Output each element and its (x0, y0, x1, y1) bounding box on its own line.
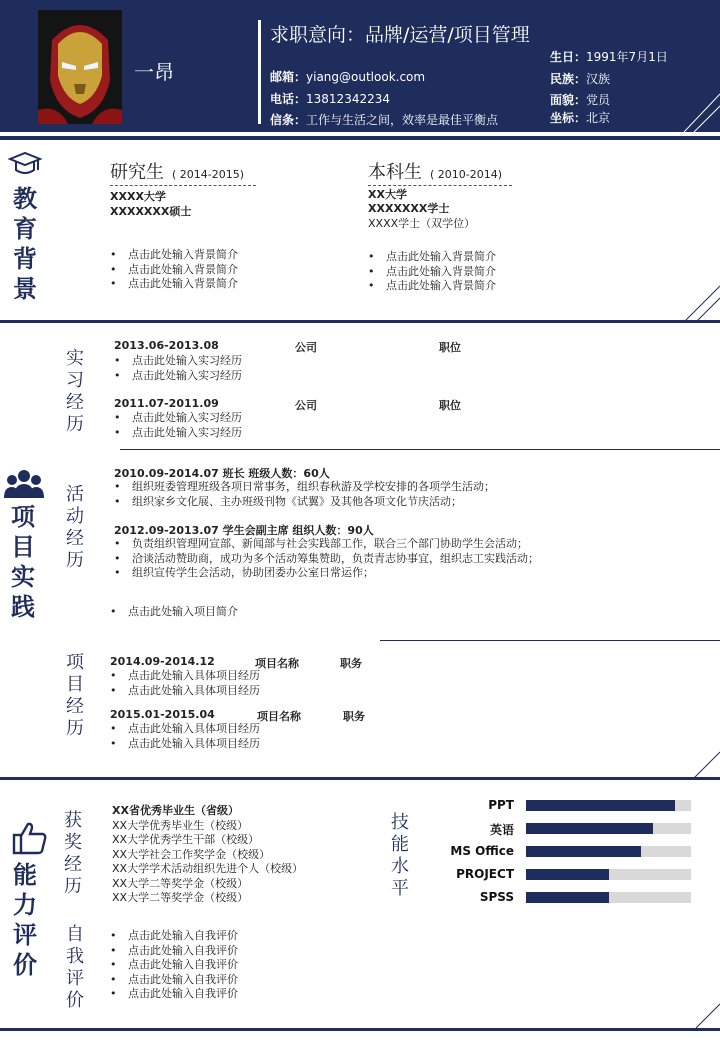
political-label: 面貌： (550, 93, 587, 107)
list-item: • 点击此处输入具体项目经历 (110, 737, 260, 752)
list-item: • 点击此处输入具体项目经历 (110, 722, 260, 737)
motto-row (270, 111, 498, 128)
candidate-name: 一昂 (134, 60, 174, 84)
ethnic-label: 民族： (550, 72, 587, 86)
activity-bullets (114, 537, 539, 581)
ethnic-row (550, 70, 610, 87)
skill-bar-fill (526, 869, 609, 880)
section-divider (0, 136, 720, 140)
email-label: 邮箱： (270, 70, 307, 84)
list-item: • 点击此处输入自我评价 (110, 929, 238, 944)
internship-bullets (114, 411, 242, 440)
divider-line (380, 640, 720, 641)
award-item: XX大学二等奖学金（校级） (112, 891, 249, 904)
award-item: XX大学优秀毕业生（校级） (112, 819, 249, 832)
birth-row (550, 48, 668, 65)
award-item: XX大学二等奖学金（校级） (112, 877, 249, 890)
list-item: • 点击此处输入背景简介 (368, 279, 496, 294)
list-item: • 点击此处输入背景简介 (368, 265, 496, 280)
activity-bullets (114, 480, 495, 509)
skill-bar-track (526, 846, 691, 857)
skill-bar-track (526, 869, 691, 880)
project-name: 项目名称 (257, 710, 301, 723)
political-row (550, 91, 610, 108)
education-title: 教 育 背 景 (13, 185, 37, 303)
skill-label: MS Office (450, 844, 514, 858)
grad-major: XXXXXXX硕士 (110, 205, 192, 218)
list-item: • 点击此处输入背景简介 (110, 263, 238, 278)
grad-degree-heading: 研究生 ( 2014-2015) (110, 158, 256, 186)
skill-label: 英语 (489, 823, 514, 837)
location-row (550, 109, 610, 126)
skill-label: SPSS (479, 890, 514, 904)
section-divider (0, 777, 720, 780)
project-label: 项 目 经 历 (66, 652, 84, 739)
undergrad-minor: XXXX学士（双学位） (368, 217, 476, 230)
awards-label: 获 奖 经 历 (64, 810, 82, 897)
graduation-cap-icon (8, 150, 42, 180)
list-item: • 点击此处输入自我评价 (110, 987, 238, 1002)
list-item: • 点击此处输入背景简介 (110, 277, 238, 292)
grad-period: ( 2014-2015) (172, 168, 245, 181)
ability-title: 能 力 评 价 (13, 861, 37, 979)
award-item: XX大学社会工作奖学金（校级） (112, 848, 271, 861)
internship-period: 2013.06-2013.08 (114, 339, 219, 352)
skill-bar-fill (526, 823, 653, 834)
activity-header: 2012.09-2013.07 学生会副主席 组织人数：90人 (114, 524, 374, 537)
project-bullets (110, 669, 260, 698)
activity-header: 2010.09-2014.07 班长 班级人数：60人 (114, 467, 330, 480)
ethnic-value: 汉族 (586, 72, 611, 86)
list-item: • 组织班委管理班级各项日常事务，组织春秋游及学校安排的各项学生活动； (114, 480, 495, 495)
location-value: 北京 (586, 111, 611, 125)
award-item: XX大学优秀学生干部（校级） (112, 833, 260, 846)
group-people-icon (4, 468, 44, 502)
undergrad-bullets (368, 250, 496, 294)
list-item: • 点击此处输入自我评价 (110, 973, 238, 988)
decorative-slash-lines (660, 80, 720, 132)
internship-label: 实 习 经 历 (66, 348, 84, 435)
internship-position: 职位 (439, 341, 461, 354)
undergrad-period: ( 2010-2014) (430, 168, 503, 181)
skill-label: PPT (488, 798, 514, 812)
divider-line (120, 449, 720, 450)
job-objective: 求职意向：品牌/运营/项目管理 (270, 24, 530, 46)
internship-company: 公司 (295, 341, 317, 354)
grad-school: XXXX大学 (110, 190, 166, 203)
grad-bullets (110, 248, 238, 292)
motto-value: 工作与生活之间，效率是最佳平衡点 (306, 113, 499, 127)
project-period: 2015.01-2015.04 (110, 708, 215, 721)
internship-position: 职位 (439, 399, 461, 412)
decorative-slash-lines (690, 748, 720, 778)
list-item: • 点击此处输入项目简介 (110, 605, 238, 620)
list-item: • 组织宣传学生会活动，协助团委办公室日常运作； (114, 566, 539, 581)
internship-period: 2011.07-2011.09 (114, 397, 219, 410)
email-row (270, 68, 425, 85)
award-item: XX大学学术活动组织先进个人（校级） (112, 862, 304, 875)
undergrad-major: XXXXXXX学士 (368, 202, 450, 215)
project-name: 项目名称 (255, 657, 299, 670)
skill-label: PROJECT (456, 867, 514, 881)
list-item: • 点击此处输入实习经历 (114, 426, 242, 441)
list-item: • 点击此处输入实习经历 (114, 411, 242, 426)
list-item: • 点击此处输入自我评价 (110, 958, 238, 973)
list-item: • 洽谈活动赞助商，成功为多个活动筹集赞助，负责青志协事宜，组织志工实践活动； (114, 552, 539, 567)
section-divider (0, 320, 720, 323)
list-item: • 点击此处输入具体项目经历 (110, 669, 260, 684)
activity-label: 活 动 经 历 (66, 484, 84, 571)
award-item: XX省优秀毕业生（省级） (112, 804, 239, 817)
skill-bar-track (526, 823, 691, 834)
project-period: 2014.09-2014.12 (110, 655, 215, 668)
email-value: yiang@outlook.com (306, 70, 426, 84)
activity-intro (110, 605, 238, 620)
project-role: 职务 (340, 657, 362, 670)
skill-bar-fill (526, 800, 675, 811)
list-item: • 点击此处输入背景简介 (110, 248, 238, 263)
thumbs-up-icon (12, 820, 48, 856)
skill-bar-track (526, 892, 691, 903)
list-item: • 点击此处输入实习经历 (114, 369, 242, 384)
skill-bar-track (526, 800, 691, 811)
skills-label: 技 能 水 平 (391, 812, 409, 899)
phone-row (270, 90, 390, 107)
list-item: • 点击此处输入实习经历 (114, 354, 242, 369)
skill-bar-fill (526, 846, 641, 857)
list-item: • 负责组织管理网宣部、新闻部与社会实践部工作，联合三个部门协助学生会活动； (114, 537, 539, 552)
projects-title: 项 目 实 践 (11, 503, 35, 621)
header-banner (0, 0, 720, 132)
internship-company: 公司 (295, 399, 317, 412)
header-divider (258, 20, 261, 124)
list-item: • 点击此处输入具体项目经历 (110, 684, 260, 699)
self-eval-bullets (110, 929, 238, 1002)
location-label: 坐标： (550, 111, 587, 125)
ironman-helmet-icon (38, 10, 122, 124)
decorative-slash-lines (692, 1000, 720, 1028)
decorative-slash-lines (676, 282, 720, 322)
undergrad-degree-heading: 本科生 ( 2010-2014) (368, 158, 512, 186)
avatar (38, 10, 122, 124)
phone-label: 电话： (270, 92, 307, 106)
internship-bullets (114, 354, 242, 383)
list-item: • 点击此处输入背景简介 (368, 250, 496, 265)
list-item: • 点击此处输入自我评价 (110, 944, 238, 959)
phone-value: 13812342234 (306, 92, 390, 106)
project-bullets (110, 722, 260, 751)
motto-label: 信条： (270, 113, 307, 127)
birth-label: 生日： (550, 50, 587, 64)
list-item: • 组织家乡文化展、主办班级刊物《试翼》及其他各项文化节庆活动； (114, 495, 495, 510)
undergrad-school: XX大学 (368, 188, 407, 201)
section-divider (0, 1028, 720, 1031)
skill-bar-fill (526, 892, 609, 903)
self-eval-label: 自 我 评 价 (66, 924, 84, 1011)
political-value: 党员 (586, 93, 611, 107)
birth-value: 1991年7月1日 (586, 50, 668, 64)
project-role: 职务 (343, 710, 365, 723)
